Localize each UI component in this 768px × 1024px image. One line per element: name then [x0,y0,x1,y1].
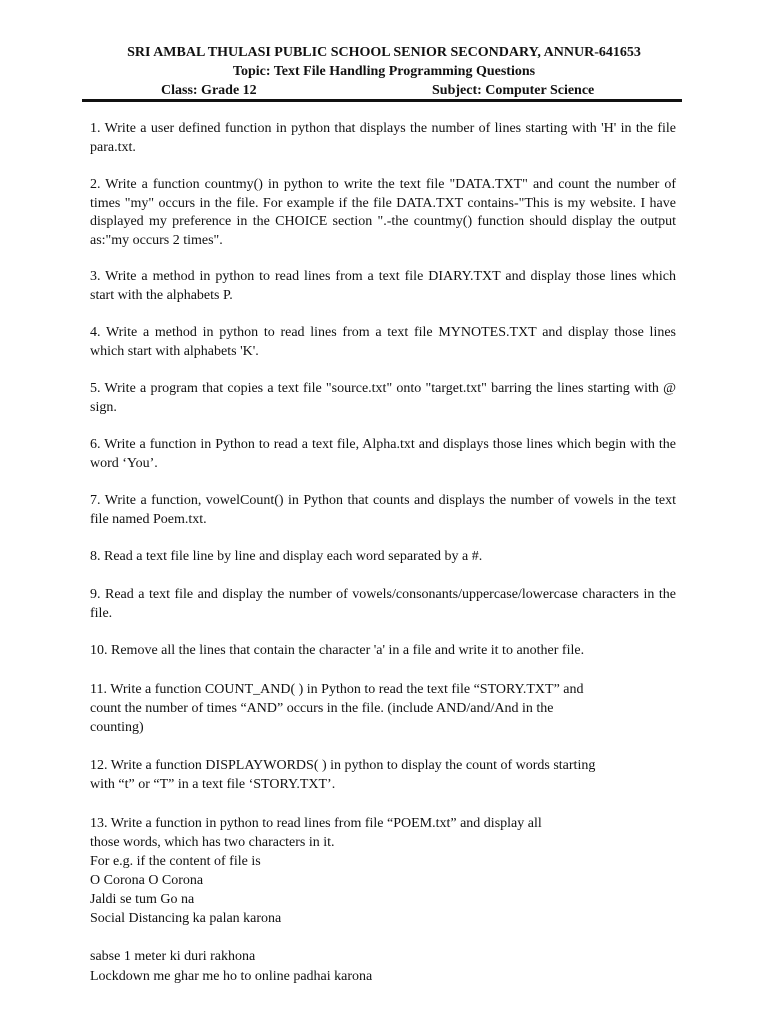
question-9: 9. Read a text file and display the number of vowels/consonants/uppercase/lowercase characters in the file. [90,587,676,621]
question-10: 10. Remove all the lines that contain the character 'a' in a file and write it to another file. [90,643,585,658]
topic-heading: Topic: Text File Handling Programming Questions [232,64,536,79]
question-11-line: count the number of times “AND” occurs in the file. (include AND/and/And in the [90,701,554,716]
question-5: 5. Write a program that copies a text file "source.txt" onto "target.txt" barring the lines starting with @ sign. [90,381,676,415]
question-6: 6. Write a function in Python to read a text file, Alpha.txt and displays those lines which begin with the word ‘You’. [90,437,676,471]
subject-label: Subject: Computer Science [432,83,595,98]
question-13-line: those words, which has two characters in it. [90,835,335,850]
question-12-line: with “t” or “T” in a text file ‘STORY.TXT’. [90,777,336,792]
question-12-line: 12. Write a function DISPLAYWORDS( ) in python to display the count of words starting [90,758,596,773]
question-2: 2. Write a function countmy() in python to write the text file "DATA.TXT" and count the number of times "my" occurs in the file. For example if the file DATA.TXT contains-"This is my website. I have displayed my preference in the CHOICE section ".-the countmy() function should display the output as:"my occurs 2 times". [90,177,676,248]
poem-line: Social Distancing ka palan karona [90,911,282,926]
question-11-line: counting) [90,720,144,735]
poem-line: sabse 1 meter ki duri rakhona [90,949,256,964]
header-divider [82,99,682,102]
question-13-line: 13. Write a function in python to read lines from file “POEM.txt” and display all [90,816,542,831]
question-11-line: 11. Write a function COUNT_AND( ) in Python to read the text file “STORY.TXT” and [90,682,584,697]
poem-line: Jaldi se tum Go na [90,892,195,907]
question-3: 3. Write a method in python to read lines from a text file DIARY.TXT and display those lines which start with the alphabets P. [90,269,676,303]
poem-line: Lockdown me ghar me ho to online padhai karona [90,969,373,984]
question-4: 4. Write a method in python to read lines from a text file MYNOTES.TXT and display those lines which start with alphabets 'K'. [90,325,676,359]
question-8: 8. Read a text file line by line and display each word separated by a #. [90,549,483,564]
poem-line: O Corona O Corona [90,873,204,888]
question-13-line: For e.g. if the content of file is [90,854,261,869]
school-name: SRI AMBAL THULASI PUBLIC SCHOOL SENIOR SECONDARY, ANNUR-641653 [127,45,641,60]
question-1: 1. Write a user defined function in python that displays the number of lines starting with 'H' in the file para.txt. [90,121,676,155]
class-label: Class: Grade 12 [161,83,257,98]
question-7: 7. Write a function, vowelCount() in Python that counts and displays the number of vowels in the text file named Poem.txt. [90,493,676,527]
